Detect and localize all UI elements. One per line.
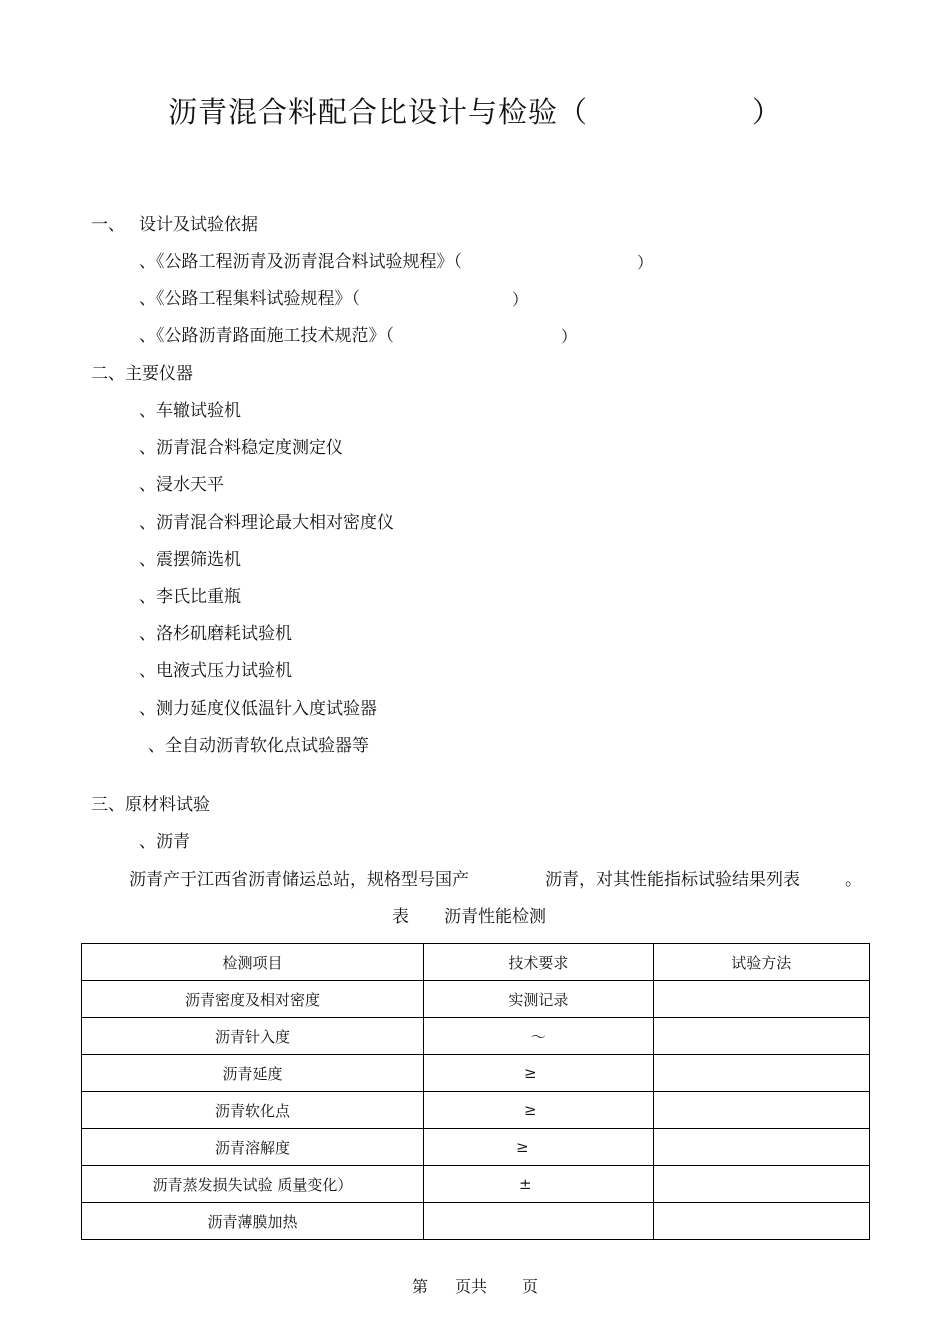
section3-heading: 三、原材料试验 [91,795,210,815]
asphalt-paragraph-end: 。 [845,870,862,890]
table-caption-prefix: 表 [392,907,409,927]
table-cell: 沥青针入度 [82,1018,424,1055]
reference-item-1: 、《公路工程沥青及沥青混合料试验规程》（ [139,252,462,272]
table-cell: ～ [424,1018,653,1055]
table-cell: 沥青溶解度 [82,1129,424,1166]
table-row [82,1129,870,1166]
footer-page-of: 页共 [455,1277,488,1296]
table-header-row [82,944,870,981]
reference-item-2: 、《公路工程集料试验规程》（ [139,289,360,309]
asphalt-subheading: 、沥青 [139,832,190,852]
table-row [82,1018,870,1055]
table-cell: ≥ [424,1092,653,1129]
instrument-item: 、沥青混合料稳定度测定仪 [139,438,343,458]
reference-item-3: 、《公路沥青路面施工技术规范》（ [139,326,394,346]
table-cell: ± [424,1166,653,1203]
reference-item-3-close: ） [561,327,578,346]
instrument-item: 、车辙试验机 [139,401,241,421]
instrument-item: 、李氏比重瓶 [139,587,241,607]
table-header-cell: 试验方法 [653,944,869,981]
section1-heading: 设计及试验依据 [139,215,258,235]
table-cell: 沥青密度及相对密度 [82,981,424,1018]
table-cell: ≥ [424,1055,653,1092]
instrument-item: 、电液式压力试验机 [139,661,292,681]
table-cell: 沥青软化点 [82,1092,424,1129]
table-cell [653,1055,869,1092]
table-cell [653,1203,869,1240]
table-row [82,1055,870,1092]
asphalt-paragraph-part2: 沥青，对其性能指标试验结果列表 [545,870,800,890]
table-cell: 沥青薄膜加热 [82,1203,424,1240]
instrument-item: 、沥青混合料理论最大相对密度仪 [139,513,394,533]
section1-number: 一、 [91,215,125,235]
table-cell [653,981,869,1018]
asphalt-paragraph-part1: 沥青产于江西省沥青储运总站，规格型号国产 [129,870,469,890]
instrument-item: 、洛杉矶磨耗试验机 [139,624,292,644]
table-cell [653,1129,869,1166]
instrument-item: 、浸水天平 [139,475,224,495]
page-title: 沥青混合料配合比设计与检验（ [168,95,589,129]
table-header-cell: 技术要求 [424,944,653,981]
instrument-item: 、测力延度仪低温针入度试验器 [139,699,377,719]
table-cell: 沥青延度 [82,1055,424,1092]
table-cell: 沥青蒸发损失试验 质量变化） [82,1166,424,1203]
instrument-item: 、全自动沥青软化点试验器等 [148,736,369,756]
table-row [82,1092,870,1129]
table-row [82,1166,870,1203]
reference-item-2-close: ） [512,290,529,309]
table-caption: 沥青性能检测 [444,907,546,927]
table-cell: 实测记录 [424,981,653,1018]
table-row [82,981,870,1018]
table-cell [424,1203,653,1240]
footer-page-end: 页 [522,1277,539,1296]
table-cell [653,1092,869,1129]
page-title-close-paren: ） [752,95,782,129]
reference-item-1-close: ） [637,253,654,272]
footer-page-label: 第 [412,1277,429,1296]
table-cell [653,1166,869,1203]
instrument-item: 、震摆筛选机 [139,550,241,570]
table-cell: ≥ [424,1129,653,1166]
table-cell [653,1018,869,1055]
table-row [82,1203,870,1240]
table-header-cell: 检测项目 [82,944,424,981]
asphalt-performance-table [81,943,870,1240]
section2-heading: 二、主要仪器 [91,364,193,384]
